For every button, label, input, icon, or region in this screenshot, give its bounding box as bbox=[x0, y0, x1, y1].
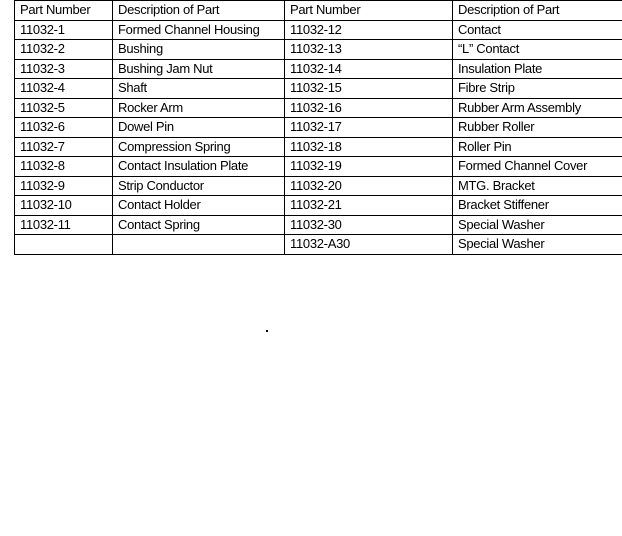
table-row bbox=[15, 59, 622, 79]
header-description-1: Description of Part bbox=[113, 1, 285, 21]
part-number-cell: 11032-14 bbox=[285, 59, 453, 79]
description-cell: Bracket Stiffener bbox=[453, 196, 622, 216]
description-cell: Bushing Jam Nut bbox=[113, 59, 285, 79]
description-cell: Fibre Strip bbox=[453, 79, 622, 99]
description-cell: Rocker Arm bbox=[113, 98, 285, 118]
table-row bbox=[15, 98, 622, 118]
description-cell: Contact Holder bbox=[113, 196, 285, 216]
part-number-cell: 11032-10 bbox=[15, 196, 113, 216]
table-row bbox=[15, 79, 622, 99]
description-cell: Dowel Pin bbox=[113, 118, 285, 138]
part-number-cell bbox=[15, 235, 113, 255]
part-number-cell: 11032-8 bbox=[15, 157, 113, 177]
table-row bbox=[15, 196, 622, 216]
part-number-cell: 11032-13 bbox=[285, 40, 453, 60]
table-row bbox=[15, 118, 622, 138]
part-number-cell: 11032-16 bbox=[285, 98, 453, 118]
part-number-cell: 11032-20 bbox=[285, 176, 453, 196]
description-cell: Strip Conductor bbox=[113, 176, 285, 196]
description-cell bbox=[113, 235, 285, 255]
description-cell: Rubber Arm Assembly bbox=[453, 98, 622, 118]
description-cell: MTG. Bracket bbox=[453, 176, 622, 196]
description-cell: Contact Spring bbox=[113, 215, 285, 235]
part-number-cell: 11032-1 bbox=[15, 20, 113, 40]
header-row bbox=[15, 1, 622, 21]
description-cell: Bushing bbox=[113, 40, 285, 60]
part-number-cell: 11032-5 bbox=[15, 98, 113, 118]
part-number-cell: 11032-19 bbox=[285, 157, 453, 177]
part-number-cell: 11032-18 bbox=[285, 137, 453, 157]
description-cell: Special Washer bbox=[453, 215, 622, 235]
description-cell: Insulation Plate bbox=[453, 59, 622, 79]
description-cell: Special Washer bbox=[453, 235, 622, 255]
description-cell: Contact bbox=[453, 20, 622, 40]
header-part-number-1: Part Number bbox=[15, 1, 113, 21]
part-number-cell: 11032-21 bbox=[285, 196, 453, 216]
part-number-cell: 11032-30 bbox=[285, 215, 453, 235]
part-number-cell: 11032-15 bbox=[285, 79, 453, 99]
table-row bbox=[15, 235, 622, 255]
table-row bbox=[15, 40, 622, 60]
part-number-cell: 11032-6 bbox=[15, 118, 113, 138]
part-number-cell: 11032-3 bbox=[15, 59, 113, 79]
header-description-2: Description of Part bbox=[453, 1, 622, 21]
part-number-cell: 11032-7 bbox=[15, 137, 113, 157]
description-cell: Shaft bbox=[113, 79, 285, 99]
part-number-cell: 11032-9 bbox=[15, 176, 113, 196]
part-number-cell: 11032-A30 bbox=[285, 235, 453, 255]
table-row bbox=[15, 20, 622, 40]
parts-table bbox=[14, 0, 622, 255]
description-cell: Formed Channel Housing bbox=[113, 20, 285, 40]
table-row bbox=[15, 157, 622, 177]
table-row bbox=[15, 176, 622, 196]
table-row bbox=[15, 137, 622, 157]
part-number-cell: 11032-11 bbox=[15, 215, 113, 235]
table-header bbox=[15, 1, 622, 21]
description-cell: Contact Insulation Plate bbox=[113, 157, 285, 177]
stray-dot bbox=[266, 330, 268, 332]
description-cell: Rubber Roller bbox=[453, 118, 622, 138]
description-cell: Formed Channel Cover bbox=[453, 157, 622, 177]
description-cell: Compression Spring bbox=[113, 137, 285, 157]
description-cell: Roller Pin bbox=[453, 137, 622, 157]
table-row bbox=[15, 215, 622, 235]
part-number-cell: 11032-17 bbox=[285, 118, 453, 138]
table-body bbox=[15, 20, 622, 254]
part-number-cell: 11032-2 bbox=[15, 40, 113, 60]
header-part-number-2: Part Number bbox=[285, 1, 453, 21]
description-cell: “L” Contact bbox=[453, 40, 622, 60]
part-number-cell: 11032-4 bbox=[15, 79, 113, 99]
part-number-cell: 11032-12 bbox=[285, 20, 453, 40]
